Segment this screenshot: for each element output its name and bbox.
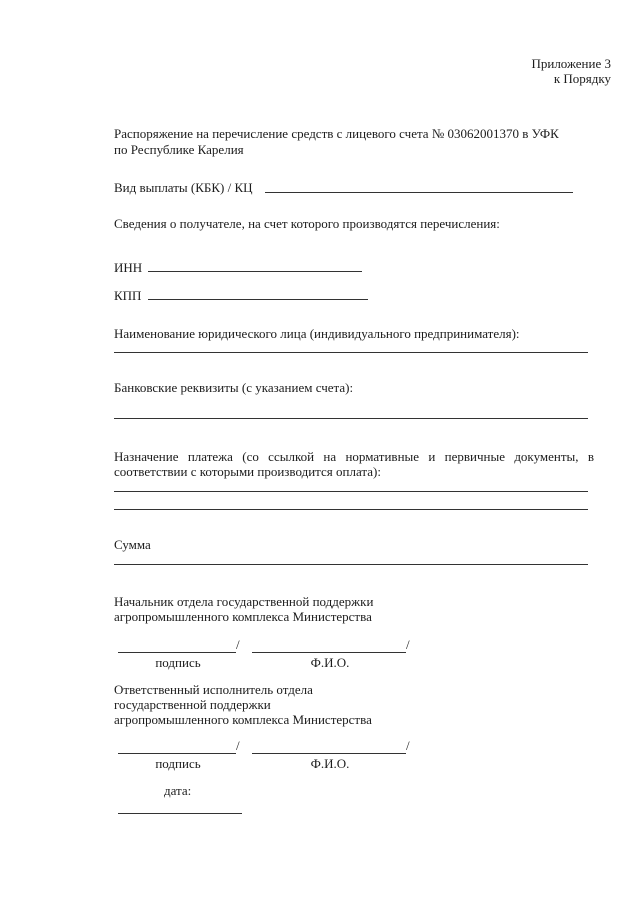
inn-field[interactable] <box>148 271 362 272</box>
responsible-signature-field[interactable] <box>118 753 236 754</box>
head-name-field[interactable] <box>252 652 406 653</box>
payment-type-label: Вид выплаты (КБК) / КЦ <box>114 180 253 195</box>
responsible-name-caption: Ф.И.О. <box>310 756 350 771</box>
order-title-line-1: Распоряжение на перечисление средств с лицевого счета № 03062001370 в УФК <box>114 126 559 141</box>
purpose-label-line-2: соответствии с которыми производится оплата): <box>114 464 381 479</box>
appendix-number: Приложение 3 <box>531 56 611 71</box>
inn-label: ИНН <box>114 260 143 275</box>
responsible-signatory-line-2: государственной поддержки <box>114 697 271 712</box>
responsible-signatory-line-1: Ответственный исполнитель отдела <box>114 682 313 697</box>
head-signature-caption: подпись <box>155 655 201 670</box>
head-name-caption: Ф.И.О. <box>310 655 350 670</box>
bank-details-label: Банковские реквизиты (с указанием счета): <box>114 380 354 395</box>
recipient-info-label: Сведения о получателе, на счет которого производятся перечисления: <box>114 216 500 231</box>
amount-field[interactable] <box>114 564 588 565</box>
kpp-label: КПП <box>114 288 142 303</box>
head-name-slash: / <box>406 637 410 652</box>
appendix-reference: к Порядку <box>553 71 611 86</box>
purpose-field-line-1[interactable] <box>114 491 588 492</box>
date-field[interactable] <box>118 813 242 814</box>
purpose-label-line-1: Назначение платежа (со ссылкой на нормативные и первичные документы, в <box>114 449 594 464</box>
date-label: дата: <box>164 783 192 798</box>
bank-details-field[interactable] <box>114 418 588 419</box>
kpp-field[interactable] <box>148 299 368 300</box>
legal-name-field[interactable] <box>114 352 588 353</box>
legal-name-label: Наименование юридического лица (индивидуального предпринимателя): <box>114 326 520 341</box>
responsible-signature-caption: подпись <box>155 756 201 771</box>
head-signatory-line-2: агропромышленного комплекса Министерства <box>114 609 372 624</box>
head-signatory-line-1: Начальник отдела государственной поддержки <box>114 594 374 609</box>
head-signature-field[interactable] <box>118 652 236 653</box>
purpose-field-line-2[interactable] <box>114 509 588 510</box>
responsible-signatory-line-3: агропромышленного комплекса Министерства <box>114 712 372 727</box>
responsible-signature-slash: / <box>236 738 240 753</box>
payment-type-field[interactable] <box>265 192 573 193</box>
amount-label: Сумма <box>114 537 151 552</box>
order-title-line-2: по Республике Карелия <box>114 142 244 157</box>
responsible-name-field[interactable] <box>252 753 406 754</box>
head-signature-slash: / <box>236 637 240 652</box>
responsible-name-slash: / <box>406 738 410 753</box>
